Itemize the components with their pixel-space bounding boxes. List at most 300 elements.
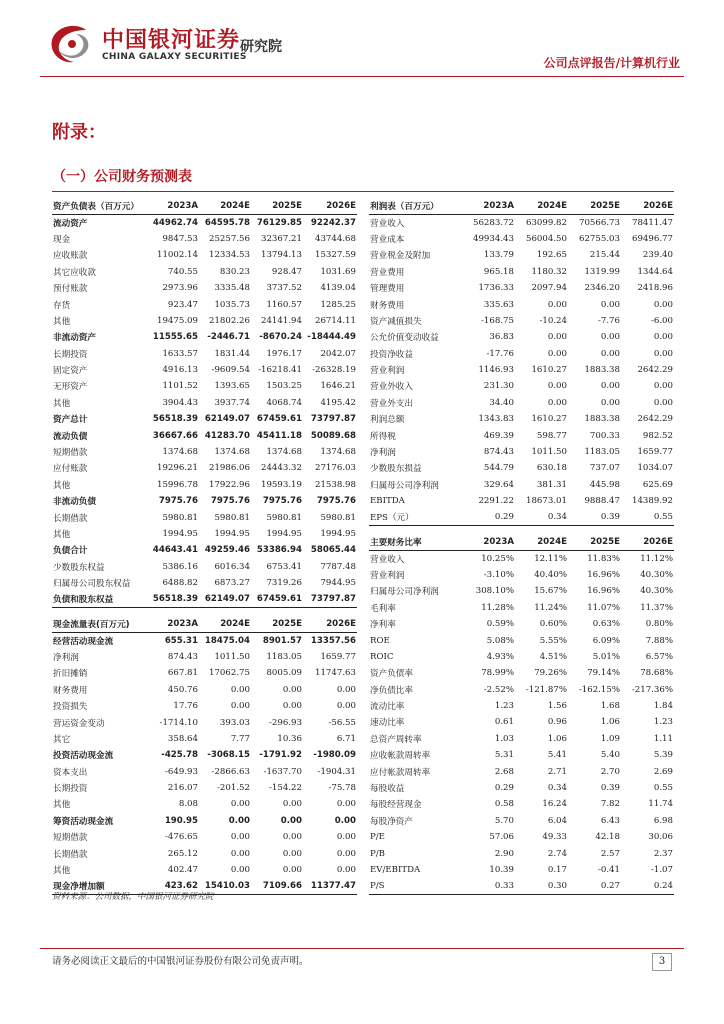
financial-ratios-table — [369, 534, 674, 895]
table-cell: 0.29 — [462, 509, 515, 525]
table-cell: 4916.13 — [162, 365, 198, 376]
table-cell: 544.79 — [483, 463, 514, 474]
table-row — [369, 829, 674, 845]
table-cell: 0.27 — [568, 878, 621, 894]
table-cell: 49259.46 — [204, 545, 250, 556]
table-cell: 6.04 — [547, 815, 567, 826]
table-cell: 5.08% — [486, 635, 514, 646]
row-label: P/S — [369, 878, 462, 894]
table-row — [369, 296, 674, 312]
table-cell: 6.98 — [653, 815, 673, 826]
table-cell: 58065.44 — [310, 545, 356, 556]
table-cell: 1035.73 — [214, 299, 250, 310]
report-type: 公司点评报告/计算机行业 — [543, 56, 680, 70]
column-header: 2025E — [568, 198, 621, 214]
table-cell: 2.37 — [653, 848, 673, 859]
row-label: 其它 — [53, 734, 71, 745]
table-row — [369, 600, 674, 616]
table-cell: 6.09% — [592, 635, 620, 646]
row-label: 经营活动现金流 — [53, 636, 114, 647]
cash-flow-table — [52, 616, 357, 895]
table-cell: 49934.43 — [472, 233, 514, 244]
table-cell: 0.61 — [494, 717, 514, 728]
table-cell: 5.70 — [494, 815, 514, 826]
table-cell: -10.24 — [539, 315, 567, 326]
table-cell: 19475.09 — [156, 315, 198, 326]
table-cell: 7975.76 — [262, 496, 302, 507]
column-header: 2023A — [462, 198, 515, 214]
table-cell: 40.30% — [640, 569, 673, 580]
table-cell: 1633.57 — [162, 348, 198, 359]
table-cell: 5.55% — [539, 635, 567, 646]
table-cell: 1994.95 — [266, 529, 302, 539]
table-row — [369, 460, 674, 476]
table-cell: 40.40% — [534, 569, 567, 580]
table-cell: 70566.73 — [578, 217, 620, 228]
row-label: 应付账款 — [53, 464, 88, 475]
table-row — [52, 346, 357, 362]
table-cell: -1791.92 — [259, 750, 302, 761]
table-cell: 36667.66 — [152, 430, 198, 441]
table-cell: 0.00 — [547, 397, 567, 408]
table-cell: 1031.69 — [320, 266, 356, 277]
table-cell: 5.31 — [494, 750, 514, 761]
table-cell: 92242.37 — [310, 217, 356, 228]
table-cell: 0.00 — [334, 815, 356, 826]
table-cell: 67459.61 — [251, 591, 303, 607]
table-cell: 73797.87 — [303, 591, 357, 607]
table-cell: 655.31 — [164, 635, 198, 646]
table-header-row — [369, 198, 674, 214]
table-cell: -121.87% — [525, 684, 567, 695]
row-label: 营业利润 — [370, 570, 405, 581]
table-cell: 10.39 — [489, 865, 514, 875]
table-cell: 0.00 — [547, 348, 567, 359]
table-cell: 1343.83 — [478, 414, 514, 425]
row-label: 营业利润 — [370, 366, 405, 377]
table-cell: 1610.27 — [531, 414, 567, 425]
row-label: 投资损失 — [53, 702, 88, 713]
table-cell: 2973.96 — [162, 283, 198, 294]
table-row — [369, 231, 674, 247]
table-row — [369, 845, 674, 861]
table-cell: -2446.71 — [207, 332, 250, 343]
table-cell: 2.70 — [600, 766, 620, 777]
table-cell: 1.23 — [653, 717, 673, 728]
table-cell: 0.00 — [600, 332, 620, 343]
table-cell: -217.36% — [631, 684, 673, 695]
table-cell: 78.68% — [640, 668, 673, 679]
table-header-row — [369, 534, 674, 550]
table-cell: 6016.34 — [214, 561, 250, 572]
table-row — [369, 214, 674, 230]
table-row — [52, 460, 357, 476]
row-label: 营业税金及附加 — [370, 251, 431, 262]
table-cell: 11002.14 — [156, 250, 198, 261]
column-header: 2026E — [621, 198, 674, 214]
table-cell: 1160.57 — [266, 299, 302, 310]
table-cell: 5980.81 — [162, 512, 198, 523]
table-row — [369, 509, 674, 525]
table-row — [52, 280, 357, 296]
table-cell: 0.59% — [486, 619, 514, 630]
row-label: 现金净增加额 — [52, 878, 147, 894]
table-cell: 2.74 — [547, 848, 567, 859]
table-cell: 11.83% — [587, 553, 620, 564]
table-cell: 0.00 — [282, 865, 302, 876]
table-cell: 4.51% — [539, 651, 567, 662]
table-cell: 1101.52 — [162, 381, 198, 392]
table-cell: 7.82 — [600, 799, 620, 810]
table-cell: 62149.07 — [199, 591, 251, 607]
row-label: 每股净资产 — [370, 816, 413, 827]
table-cell: -1980.09 — [313, 750, 356, 761]
table-cell: 6873.27 — [214, 578, 250, 589]
table-cell: 0.55 — [653, 783, 673, 794]
table-cell: 1659.77 — [637, 447, 673, 458]
table-cell: 2.90 — [494, 848, 514, 859]
table-row — [369, 346, 674, 362]
table-cell: 12.11% — [534, 553, 567, 564]
column-header: 2025E — [251, 616, 303, 632]
table-row — [52, 682, 357, 698]
table-row — [52, 296, 357, 312]
table-row — [52, 714, 357, 730]
table-cell: -75.78 — [328, 783, 356, 794]
table-cell: 598.77 — [536, 430, 567, 441]
table-cell: 308.10% — [475, 586, 514, 597]
table-cell: -56.55 — [328, 717, 356, 728]
table-cell: 1976.17 — [266, 348, 302, 359]
row-label: 筹资活动现金流 — [53, 816, 114, 827]
table-row — [369, 780, 674, 796]
table-cell: 0.00 — [600, 299, 620, 310]
table-row — [52, 509, 357, 525]
table-row — [369, 378, 674, 394]
table-cell: 0.00 — [230, 799, 250, 810]
table-cell: 15.67% — [534, 586, 567, 597]
row-label: 净利率 — [370, 620, 396, 631]
table-cell: 231.30 — [483, 381, 514, 392]
row-label: 资产总计 — [53, 415, 88, 426]
row-label: 长期投资 — [53, 349, 88, 360]
table-cell: -162.15% — [578, 684, 620, 695]
table-row — [369, 813, 674, 829]
table-cell: 1034.07 — [637, 463, 673, 474]
table-cell: 0.00 — [547, 332, 567, 343]
table-cell: 0.58 — [494, 799, 514, 810]
table-cell: 57.06 — [489, 832, 514, 843]
table-row — [369, 280, 674, 296]
table-cell: 25257.56 — [208, 233, 250, 244]
table-cell: 56004.50 — [525, 233, 567, 244]
table-cell: 24141.94 — [260, 315, 302, 326]
table-cell: 393.03 — [219, 717, 250, 728]
table-cell: 1344.64 — [637, 266, 673, 277]
row-label: 应收账款 — [53, 251, 88, 262]
table-cell: 4.93% — [486, 651, 514, 662]
table-cell: 1.23 — [494, 701, 514, 712]
row-label: 固定资产 — [53, 366, 88, 377]
table-cell: 21538.98 — [314, 479, 356, 490]
table-cell: 700.33 — [589, 430, 620, 441]
row-label: 其他 — [53, 480, 71, 491]
table-cell: 7109.66 — [251, 878, 303, 894]
table-cell: 215.44 — [589, 250, 620, 261]
table-row — [52, 764, 357, 780]
table-cell: 1374.68 — [266, 447, 302, 458]
row-label: 非流动负债 — [53, 497, 96, 508]
row-label: ROE — [370, 635, 390, 646]
table-cell: 0.00 — [228, 815, 250, 826]
table-cell: 630.18 — [536, 463, 567, 474]
row-label: 负债合计 — [53, 546, 88, 557]
table-cell: 53386.94 — [256, 545, 302, 556]
row-label: 折旧摊销 — [53, 669, 88, 680]
table-cell: 0.00 — [336, 865, 356, 876]
table-cell: -1.07 — [650, 865, 673, 875]
table-cell: 2642.29 — [637, 365, 673, 376]
table-cell: -6.00 — [650, 315, 673, 326]
column-header: 2026E — [621, 534, 674, 550]
table-cell: 42.18 — [595, 832, 620, 843]
table-cell: 79.14% — [587, 668, 620, 679]
row-label: 营业成本 — [370, 234, 405, 245]
table-cell: 0.00 — [336, 832, 356, 843]
table-cell: 7319.26 — [266, 578, 302, 589]
column-header: 2026E — [303, 616, 357, 632]
table-title: 资产负债表（百万元） — [52, 198, 147, 214]
table-cell: 0.30 — [515, 878, 568, 894]
table-row — [52, 665, 357, 681]
table-cell: 6.71 — [336, 733, 356, 744]
table-cell: -1904.31 — [317, 766, 356, 777]
table-cell: 1374.68 — [214, 447, 250, 458]
table-cell: 0.00 — [336, 701, 356, 712]
table-cell: 21986.06 — [208, 463, 250, 474]
table-cell: -425.78 — [161, 750, 198, 761]
table-row — [369, 427, 674, 443]
row-label: 净利润 — [370, 448, 396, 459]
galaxy-logo-icon — [46, 20, 94, 68]
table-cell: 0.00 — [600, 348, 620, 359]
table-cell: -296.93 — [269, 717, 302, 728]
table-cell: 190.95 — [164, 815, 198, 826]
table-row — [52, 444, 357, 460]
table-cell: 0.00 — [230, 865, 250, 876]
table-cell: 11.37% — [640, 602, 673, 613]
table-cell: -3068.15 — [207, 750, 250, 761]
balance-sheet-table — [52, 198, 357, 608]
table-row — [369, 329, 674, 345]
table-cell: 11377.47 — [303, 878, 357, 894]
table-cell: 1994.95 — [320, 529, 356, 539]
table-header-row — [52, 198, 357, 214]
table-cell: 1.68 — [600, 701, 620, 712]
table-cell: 1.03 — [494, 733, 514, 744]
table-cell: 329.64 — [483, 479, 514, 490]
table-cell: 6.43 — [600, 815, 620, 826]
table-row — [369, 649, 674, 665]
table-cell: -18444.49 — [307, 332, 356, 343]
header-rule — [40, 76, 684, 77]
table-cell: 1011.50 — [531, 447, 567, 458]
table-row — [369, 362, 674, 378]
table-row — [369, 862, 674, 878]
row-label: 其他 — [53, 800, 71, 811]
row-label: 营业外收入 — [370, 382, 413, 393]
table-cell: 50089.68 — [310, 430, 356, 441]
table-cell: 3937.74 — [214, 397, 250, 408]
table-cell: 1319.99 — [584, 266, 620, 277]
table-cell: 8005.09 — [266, 668, 302, 679]
table-cell: 36.83 — [489, 332, 514, 343]
table-cell: 41283.70 — [204, 430, 250, 441]
table-row — [369, 665, 674, 681]
table-cell: 0.00 — [653, 299, 673, 310]
table-cell: 740.55 — [167, 266, 198, 277]
disclaimer-text: 请务必阅读正文最后的中国银河证券股份有限公司免责声明。 — [52, 956, 309, 967]
table-row — [369, 747, 674, 763]
row-label: 存货 — [53, 300, 71, 311]
table-cell: 2.71 — [547, 766, 567, 777]
table-cell: 18475.04 — [204, 635, 250, 646]
table-cell: 1183.05 — [266, 651, 302, 662]
row-label: EPS（元） — [369, 509, 462, 525]
table-cell: 0.00 — [653, 381, 673, 392]
table-row — [369, 264, 674, 280]
table-row — [369, 313, 674, 329]
table-cell: 1.11 — [653, 733, 673, 744]
table-cell: 7975.76 — [316, 496, 356, 507]
table-title: 利润表（百万元） — [369, 198, 462, 214]
table-cell: 1.06 — [547, 733, 567, 744]
table-cell: 0.17 — [547, 865, 567, 875]
brand-name-cn: 中国银河证券 — [102, 28, 241, 53]
table-cell: 16.96% — [587, 569, 620, 580]
table-cell: 7787.48 — [320, 561, 356, 572]
table-cell: 0.00 — [230, 684, 250, 695]
row-label: 现金 — [53, 234, 71, 245]
institute-label: 研究院 — [240, 39, 282, 55]
table-row — [369, 878, 674, 894]
table-cell: 1.84 — [653, 701, 673, 712]
table-cell: 0.00 — [282, 684, 302, 695]
row-label: 应付帐款周转率 — [370, 767, 431, 778]
table-cell: 423.62 — [147, 878, 199, 894]
table-row — [369, 567, 674, 583]
table-cell: 18673.01 — [525, 496, 567, 507]
appendix-title: 附录： — [52, 122, 106, 143]
table-cell: 133.79 — [483, 250, 514, 261]
column-header: 2026E — [303, 198, 357, 214]
table-cell: 11747.63 — [314, 668, 356, 679]
table-cell: 358.64 — [167, 733, 198, 744]
table-cell: 928.47 — [271, 266, 302, 277]
table-cell: 1831.44 — [214, 348, 250, 359]
table-row — [369, 477, 674, 493]
table-row — [52, 493, 357, 509]
table-row — [52, 411, 357, 427]
table-cell: 0.00 — [230, 848, 250, 859]
column-header: 2024E — [199, 616, 251, 632]
table-cell: 43744.68 — [314, 233, 356, 244]
table-cell: 78411.47 — [631, 217, 673, 228]
table-cell: 0.00 — [282, 848, 302, 859]
table-row — [369, 682, 674, 698]
table-cell: 15410.03 — [199, 878, 251, 894]
row-label: 预付账款 — [53, 284, 88, 295]
table-cell: 13357.56 — [310, 635, 356, 646]
table-cell: 4139.04 — [320, 283, 356, 294]
table-cell: 0.80% — [645, 619, 673, 630]
column-header: 2024E — [515, 534, 568, 550]
table-cell: 0.00 — [600, 381, 620, 392]
table-cell: 2042.07 — [320, 348, 356, 359]
row-label: 总资产周转率 — [370, 734, 422, 745]
table-cell: 6753.41 — [266, 561, 302, 572]
table-cell: 5.40 — [600, 750, 620, 761]
table-cell: -1637.70 — [263, 766, 302, 777]
row-label: 资产负债率 — [370, 669, 413, 680]
table-cell: 76129.85 — [256, 217, 302, 228]
table-cell: 5980.81 — [214, 512, 250, 523]
table-cell: 239.40 — [642, 250, 673, 261]
table-cell: 982.52 — [642, 430, 673, 441]
table-cell: -201.52 — [217, 783, 250, 794]
table-cell: -9609.54 — [211, 365, 250, 376]
table-row — [52, 591, 357, 607]
row-label: 长期投资 — [53, 784, 88, 795]
row-label: 少数股东损益 — [370, 464, 422, 475]
table-cell: 0.00 — [280, 815, 302, 826]
row-label: EV/EBITDA — [370, 865, 421, 875]
table-row — [52, 813, 357, 829]
table-cell: 874.43 — [483, 447, 514, 458]
row-label: 其他 — [53, 866, 71, 877]
table-row — [369, 550, 674, 566]
table-cell: 78.99% — [481, 668, 514, 679]
table-cell: 265.12 — [167, 848, 198, 859]
table-cell: 44643.41 — [152, 545, 198, 556]
column-header: 2023A — [462, 534, 515, 550]
table-cell: 1994.95 — [214, 529, 250, 539]
table-cell: -476.65 — [165, 832, 198, 843]
table-cell: 17062.75 — [208, 668, 250, 679]
row-label: 投资净收益 — [370, 349, 413, 360]
table-row — [52, 796, 357, 812]
table-row — [52, 313, 357, 329]
table-row — [52, 559, 357, 575]
section-rule — [52, 191, 674, 192]
table-cell: -154.22 — [269, 783, 302, 794]
table-row — [52, 395, 357, 411]
row-label: 负债和股东权益 — [52, 591, 147, 607]
table-cell: -26328.19 — [312, 365, 356, 376]
table-cell: 56518.39 — [147, 591, 199, 607]
row-label: 财务费用 — [53, 685, 88, 696]
row-label: 毛利率 — [370, 603, 396, 614]
table-cell: -168.75 — [481, 315, 514, 326]
table-cell: 7975.76 — [158, 496, 198, 507]
table-cell: 0.55 — [621, 509, 674, 525]
table-cell: 1883.38 — [584, 414, 620, 425]
row-label: 营业外支出 — [370, 398, 413, 409]
table-cell: 1180.32 — [531, 266, 567, 277]
table-cell: 1503.25 — [266, 381, 302, 392]
table-cell: 3737.52 — [266, 283, 302, 294]
table-cell: 1011.50 — [214, 651, 250, 662]
